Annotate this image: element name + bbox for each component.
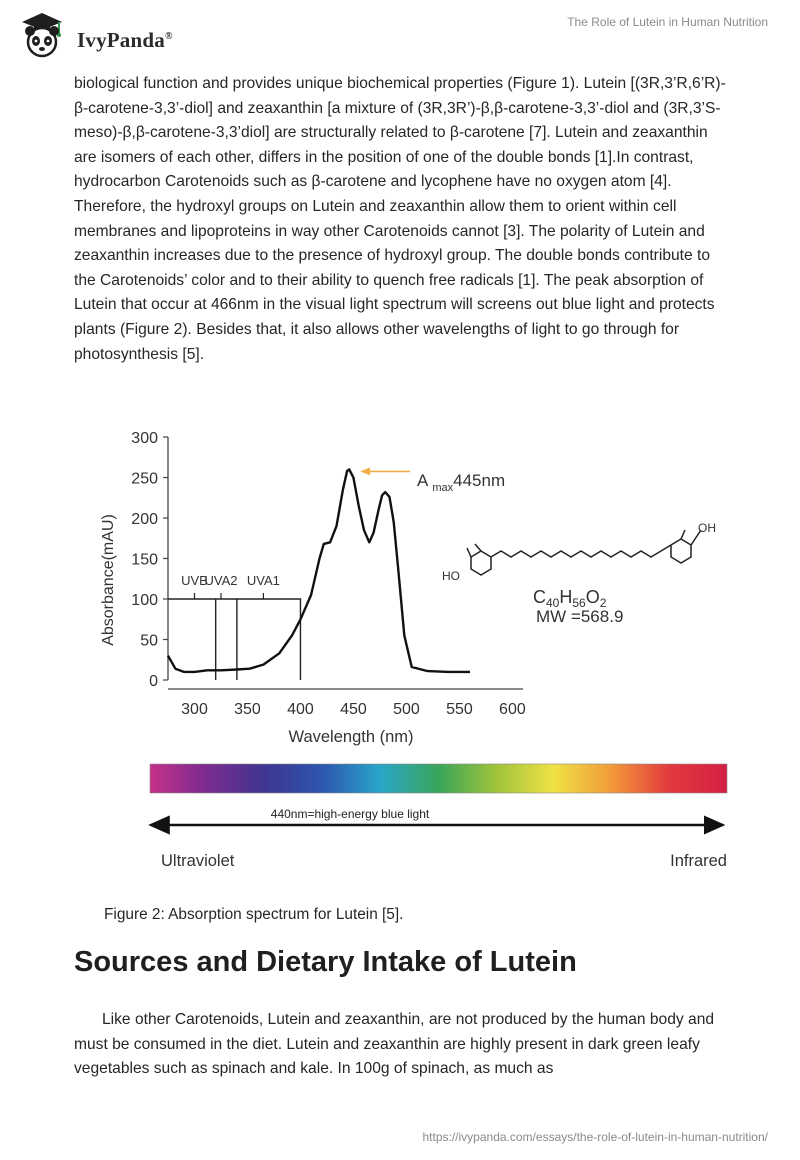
brand-name: IvyPanda®: [77, 28, 173, 52]
ivypanda-logo[interactable]: [14, 8, 194, 60]
absorbance-curve: [168, 469, 470, 672]
figure-caption: Figure 2: Absorption spectrum for Lutein [5].: [104, 906, 404, 923]
x-tick-label: 600: [499, 701, 526, 718]
molecular-weight: MW =568.9: [536, 607, 624, 626]
uv-band-label: UVB: [181, 573, 208, 588]
figure-absorption-spectrum: [95, 420, 745, 885]
source-url[interactable]: https://ivypanda.com/essays/the-role-of-lutein-in-human-nutrition/: [422, 1130, 768, 1144]
peak-annotation: A $_{max}$445nm: [417, 471, 506, 494]
x-tick-label: 350: [234, 701, 261, 718]
x-tick-label: 300: [181, 701, 208, 718]
y-axis-label: Absorbance(mAU): [100, 514, 117, 646]
molecular-formula: $C_{40}H_{56}O_2$: [533, 587, 607, 610]
absorption-chart: [95, 420, 745, 885]
uv-band-label: UVA1: [246, 573, 280, 588]
x-tick-label: 450: [340, 701, 367, 718]
section-heading: Sources and Dietary Intake of Lutein: [74, 946, 577, 978]
x-axis-label: Wavelength (nm): [288, 728, 414, 746]
document-title: The Role of Lutein in Human Nutrition: [567, 15, 768, 29]
hydroxyl-label-left: HO: [442, 569, 460, 583]
y-tick-label: 0: [149, 673, 158, 690]
x-tick-label: 500: [393, 701, 420, 718]
page-header: [0, 0, 800, 66]
visible-spectrum-bar: [150, 764, 727, 793]
infrared-label: Infrared: [670, 852, 727, 870]
y-tick-label: 50: [140, 632, 158, 650]
peak-arrowhead: [360, 467, 370, 475]
lutein-structure-diagram: [467, 530, 701, 575]
uv-band-label: UVA2: [204, 573, 238, 588]
y-tick-label: 200: [131, 511, 158, 528]
blue-light-label: 440nm=high-energy blue light: [270, 807, 430, 821]
body-paragraph: Like other Carotenoids, Lutein and zeaxanthin, are not produced by the human body and must be consumed in the diet. Lutein and zeaxanthin are highly present in dark green leafy vegetables such as spinach and kale. In 100g of spinach, as much as: [74, 1011, 715, 1078]
panda-logo-icon: [14, 8, 70, 60]
y-tick-label: 250: [131, 470, 158, 488]
x-tick-label: 400: [287, 701, 314, 718]
x-tick-label: 550: [446, 701, 473, 718]
y-tick-label: 150: [131, 551, 158, 569]
body-paragraph: biological function and provides unique biochemical properties (Figure 1). Lutein [(3R,3’R,6’R)-β-carotene-3,3’-diol] and zeaxanthin [a mixture of (3R,3R’)-β,β-carotene-3,3’-diol and (3R,3’S-meso)-β,β-carotene-3,3’diol] are structurally related to β-carotene [7]. Lutein and zeaxanthin are isomers of each other, differs in the position of one of the double bonds [1].In contrast, hydrocarbon Carotenoids such as β-carotene and lycophene have no oxygen atom [4]. Therefore, the hydroxyl groups on Lutein and zeaxanthin allow them to orient within cell membranes and lipoproteins in way other Carotenoids cannot [3]. The polarity of Lutein and zeaxanthin increases due to the presence of hydroxyl group. The double bonds contribute to the Carotenoids’ color and to their ability to quench free radicals [1]. The peak absorption of Lutein that occur at 466nm in the visual light spectrum will screens out blue light and protects plants (Figure 2). Besides that, it also allows other wavelengths of light to go through for photosynthesis [5].: [74, 75, 726, 363]
ultraviolet-label: Ultraviolet: [161, 852, 235, 870]
hydroxyl-label-right: OH: [698, 521, 716, 535]
uv-region-box: [168, 599, 300, 680]
y-tick-label: 300: [131, 430, 158, 447]
y-tick-label: 100: [131, 592, 158, 609]
